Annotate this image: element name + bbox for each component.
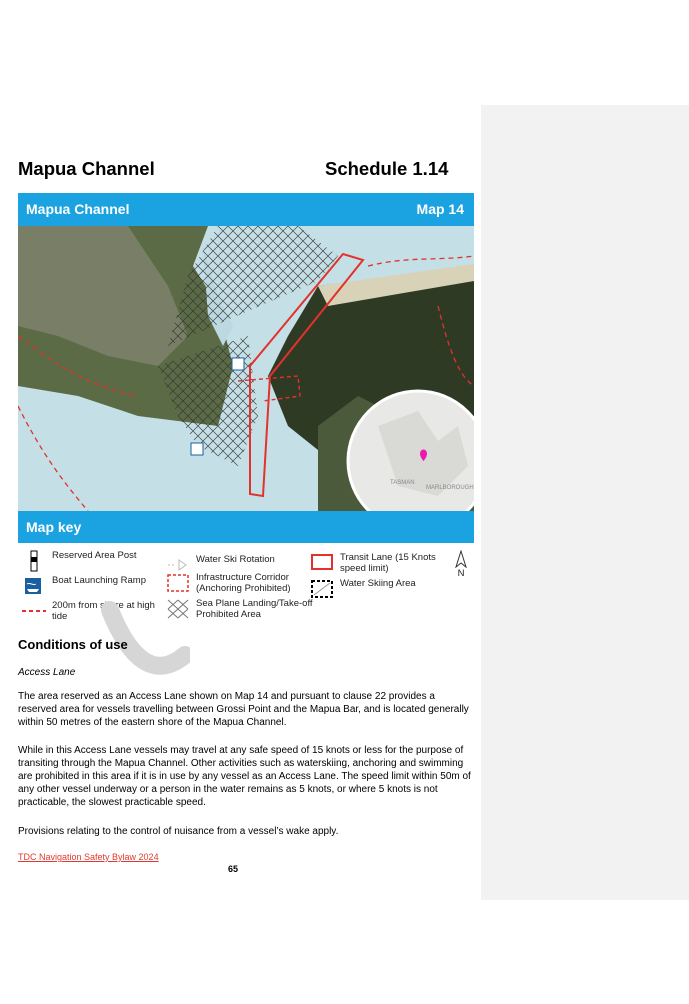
map-key-heading: Map key — [26, 519, 82, 535]
footer-bylaw-link[interactable]: TDC Navigation Safety Bylaw 2024 — [18, 852, 159, 862]
map-title: Mapua Channel — [26, 201, 130, 217]
water-skiing-area-icon — [310, 578, 334, 600]
north-arrow — [454, 550, 468, 579]
comment-pane — [481, 105, 689, 900]
legend-label: Transit Lane (15 Knots speed limit) — [340, 552, 436, 574]
page-number: 65 — [228, 864, 239, 874]
aerial-map — [18, 226, 474, 511]
north-label: N — [457, 568, 465, 579]
access-lane-subheading: Access Lane — [18, 667, 76, 678]
transit-lane-icon — [310, 552, 334, 574]
legend-label: Water Ski Rotation — [196, 554, 275, 565]
map-legend — [18, 548, 478, 626]
legend-label: Boat Launching Ramp — [52, 575, 147, 586]
legend-item-reserved-area-post — [22, 550, 137, 572]
reserved-area-post-icon — [22, 550, 46, 572]
boat-ramp-marker-2 — [191, 443, 203, 455]
page-title: Mapua Channel — [18, 158, 155, 179]
legend-label: Sea Plane Landing/Take-off Prohibited Area — [196, 598, 313, 620]
legend-label: Infrastructure Corridor (Anchoring Prohibited) — [196, 572, 291, 594]
legend-label: 200m from shore at high tide — [52, 600, 155, 622]
boat-launching-ramp-icon — [22, 575, 46, 597]
map-figure — [18, 193, 474, 543]
map-number: Map 14 — [416, 201, 464, 217]
north-arrow-icon — [454, 550, 468, 568]
legend-item-boat-ramp — [22, 575, 146, 597]
inset-label-marlborough: MARLBOROUGH — [426, 485, 474, 491]
dashed-red-line-icon — [22, 600, 46, 622]
map-title-banner — [18, 193, 474, 226]
legend-item-infrastructure-corridor — [166, 572, 316, 594]
inset-label-tasman: TASMAN — [390, 480, 415, 486]
body-paragraph: While in this Access Lane vessels may travel at any safe speed of 15 knots or less for the purpose of transiting through the Mapua Channel. Other activities such as waterskiing, anchoring and swimming are prohibited in this area if it is in use by any vessel as an Access Lane. The speed limit within 50m of any other vessel underway or a person in the water remains as 5 knots, or where 5 knots is not practicable, the slowest practicable speed. — [18, 745, 471, 808]
conditions-heading: Conditions of use — [18, 637, 128, 652]
legend-label: Water Skiing Area — [340, 578, 416, 589]
legend-item-transit-lane — [310, 552, 450, 574]
boat-ramp-marker-1 — [232, 358, 244, 370]
body-paragraph: Provisions relating to the control of nuisance from a vessel’s wake apply. — [18, 826, 339, 837]
schedule-number: Schedule 1.14 — [325, 158, 449, 179]
legend-item-water-skiing-area — [310, 578, 416, 600]
map-key-banner — [18, 511, 474, 543]
legend-label: Reserved Area Post — [52, 550, 137, 561]
body-paragraph: The area reserved as an Access Lane shown on Map 14 and pursuant to clause 22 provides a reserved area for vessels travelling between Grossi Point and the Mapua Bar, and is located generally within 50 metres of the eastern shore of the Mapua Channel. — [18, 691, 469, 728]
infrastructure-corridor-icon — [166, 572, 190, 594]
